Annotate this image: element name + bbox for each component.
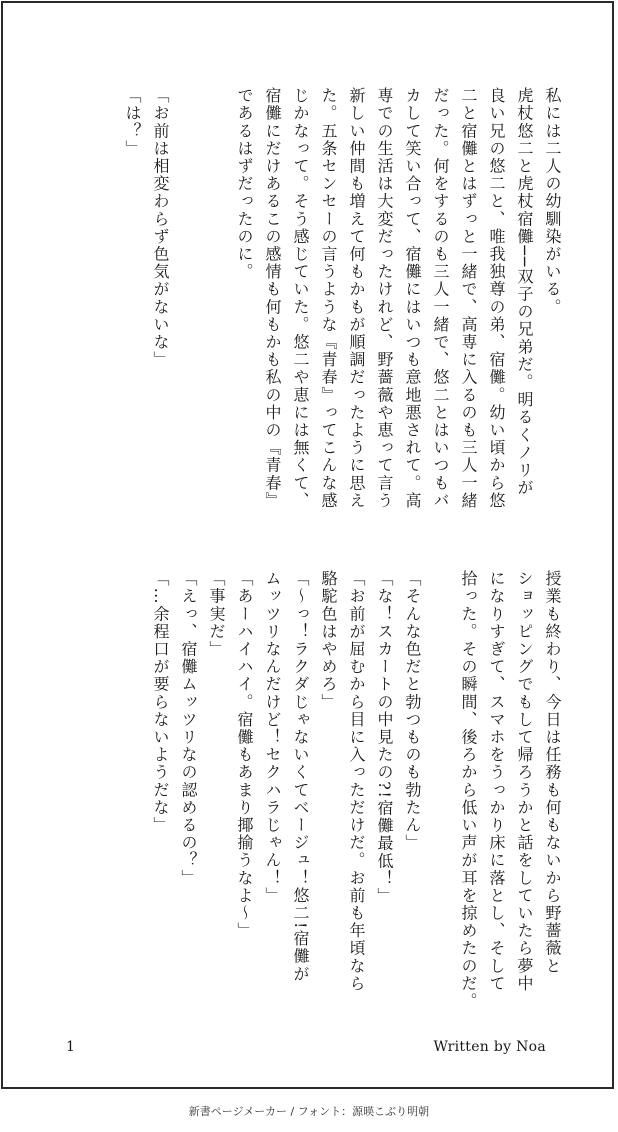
text-line: 二と宿儺とはずっと一緒で、高専に入るのも三人一緒: [459, 87, 478, 510]
text-line: 「事実だ」: [207, 570, 226, 658]
text-line: 「そんな色だと勃つものも勃たん」: [403, 570, 422, 852]
text-line: 「…余程口が要らないようだな」: [151, 570, 170, 834]
page-number: 1: [66, 1039, 75, 1055]
text-line: 「〜っ！ラクダじゃないくてベージュ！悠二!宿儺が: [291, 570, 310, 983]
text-line: 「な！スカートの中見たの?!宿儺最低！」: [375, 570, 394, 906]
text-line: ムッツリなんだけど！セクハラじゃん！」: [263, 570, 282, 905]
text-line: だった。何をするのも三人一緒で、悠二とはいつもバ: [431, 87, 450, 510]
text-line: 授業も終わり、今日は任務も何もないから野薔薇と: [543, 570, 562, 975]
text-line: 駱駝色はやめろ」: [319, 570, 338, 711]
text-line: 良い兄の悠二と、唯我独尊の弟、宿儺。幼い頃から悠: [487, 87, 506, 510]
footer-caption: 新書ページメーカー / フォント：源暎こぶり明朝: [188, 1105, 430, 1118]
text-line: であるはずだったのに。: [235, 87, 254, 281]
text-line: 「お前は相変わらず色気がないな」: [151, 87, 170, 369]
text-line: 「あーハイハイ。宿儺もあまり揶揄うなよ〜」: [235, 570, 254, 940]
text-line: た。五条センセーの言うような『青春』ってこんな感: [319, 87, 338, 510]
text-line: 宿儺にだけあるこの感情も何もかも私の中の『青春』: [263, 87, 282, 510]
author-credit: Written by Noa: [433, 1039, 546, 1055]
text-line: 「お前が屈むから目に入っただけだ。お前も年頃なら: [347, 570, 366, 993]
text-line: 新しい仲間も増えて何もかもが順調だったように思え: [347, 87, 366, 510]
text-line: [426, 570, 454, 1010]
text-line: 拾った。その瞬間、後ろから低い声が耳を掠めたのだ。: [459, 570, 478, 1010]
lower-text-block: [146, 570, 566, 1010]
book-page: [1, 1, 614, 1089]
text-line: 専での生活は大変だったけれど、野薔薇や恵って言う: [375, 87, 394, 510]
text-line: 虎杖悠二と虎杖宿儺──双子の兄弟だ。明るくノリが: [515, 87, 534, 497]
text-line: になりすぎて、スマホをうっかり床に落とし、そして: [487, 570, 506, 993]
text-line: じかなって。そう感じていた。悠二や恵には無くて、: [291, 87, 310, 510]
text-line: [202, 87, 230, 509]
text-line: 私には二人の幼馴染がいる。: [543, 87, 562, 316]
upper-text-block: [118, 87, 566, 509]
text-line: カして笑い合って、宿儺にはいつも意地悪されて。高: [403, 87, 422, 510]
text-line: 「えっ、宿儺ムッツリなの認めるの？」: [179, 570, 198, 887]
text-line: 「は？」: [123, 87, 142, 158]
text-line: [174, 87, 202, 509]
text-line: ショッピングでもして帰ろうかと話をしていたら夢中: [515, 570, 534, 993]
